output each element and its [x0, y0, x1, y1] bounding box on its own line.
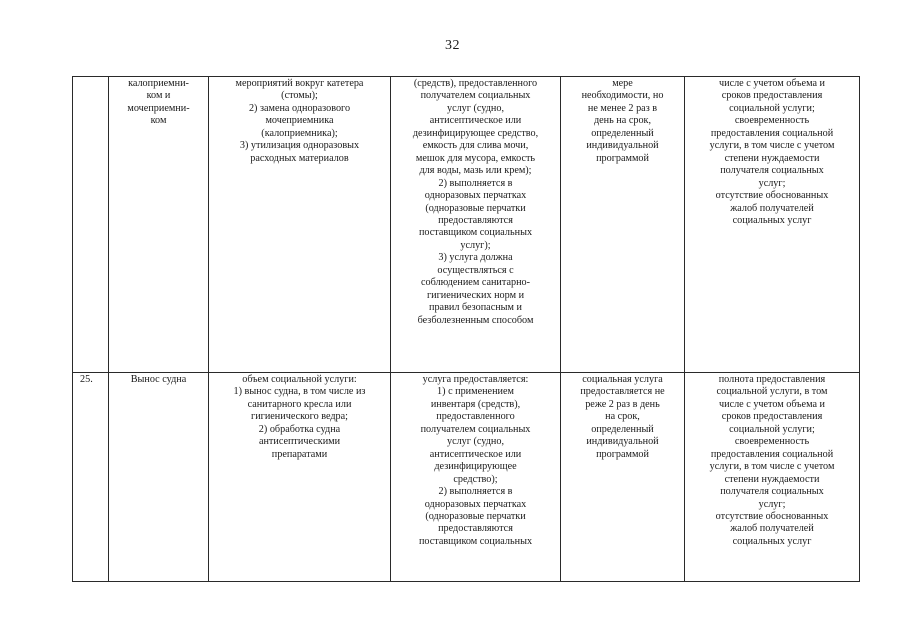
cell-text-line: не менее 2 раз в: [587, 102, 658, 114]
service-conditions-cell: [391, 373, 561, 582]
cell-text-line: (калоприемника);: [261, 127, 338, 139]
cell-text-line: мочеприемни-: [127, 102, 190, 114]
row-number-cell: [73, 77, 109, 373]
cell-text-line: гигиенического ведра;: [251, 411, 348, 423]
cell-text-line: степени нуждаемости: [724, 152, 820, 164]
cell-text-line: 3) утилизация одноразовых: [239, 140, 360, 152]
cell-text-line: соблюдением санитарно-: [420, 277, 531, 289]
cell-text-line: услуг (судно,: [446, 102, 505, 114]
cell-text-line: Вынос судна: [130, 374, 187, 385]
cell-text-line: средство);: [453, 473, 498, 485]
cell-text-line: ком и: [146, 90, 171, 102]
cell-text-line: (одноразовые перчатки: [425, 202, 526, 214]
cell-text-line: отсутствие обоснованных: [715, 510, 829, 522]
cell-text-line: предоставляется не: [580, 386, 665, 398]
cell-text-line: поставщиком социальных: [418, 535, 533, 547]
cell-text-line: услуг;: [758, 177, 786, 189]
cell-text-line: получателем социальных: [420, 423, 531, 435]
cell-text-line: дезинфицирующее: [434, 461, 517, 473]
cell-text-line: числе с учетом объема и: [719, 398, 825, 410]
cell-text-line: (стомы);: [281, 90, 318, 102]
cell-text-line: объем социальной услуги:: [242, 374, 357, 385]
cell-text-line: полнота предоставления: [718, 374, 826, 385]
cell-text-line: сроков предоставления: [721, 90, 823, 102]
cell-text-line: день на срок,: [593, 115, 652, 127]
cell-text-line: индивидуальной: [586, 436, 659, 448]
cell-text-line: получателя социальных: [720, 165, 824, 177]
cell-text-line: своевременность: [734, 436, 810, 448]
cell-text-line: гигиенических норм и: [426, 289, 525, 301]
service-terms-cell: [561, 77, 685, 373]
cell-text-line: правил безопасным и: [429, 302, 522, 314]
cell-text-line: препаратами: [271, 448, 328, 460]
table-row: [73, 373, 860, 582]
cell-text-line: необходимости, но: [581, 90, 664, 102]
cell-text-line: социальная услуга: [582, 374, 663, 385]
cell-text-line: мешок для мусора, емкость: [415, 152, 536, 164]
cell-text-line: одноразовых перчатках: [424, 190, 527, 202]
cell-text-line: предоставляются: [438, 214, 513, 226]
cell-text-line: услуг;: [758, 498, 786, 510]
cell-text-line: калоприемни-: [128, 78, 189, 89]
cell-text-line: услуги, в том числе с учетом: [709, 140, 835, 152]
cell-text-line: инвентаря (средств),: [430, 398, 521, 410]
cell-text-line: предоставления социальной: [710, 127, 834, 139]
cell-text-line: антисептическими: [258, 436, 341, 448]
cell-text-line: услуг);: [460, 239, 491, 251]
cell-text-line: мочеприемника: [265, 115, 334, 127]
service-volume-cell: [209, 373, 391, 582]
cell-text-line: жалоб получателей: [730, 523, 814, 535]
cell-text-line: (одноразовые перчатки: [425, 510, 526, 522]
cell-text-line: антисептическое или: [429, 448, 522, 460]
cell-text-line: числе с учетом объема и: [719, 78, 825, 89]
page-number: 32: [445, 38, 460, 53]
cell-text-line: определенный: [591, 423, 654, 435]
cell-text-line: реже 2 раз в день: [585, 398, 660, 410]
cell-text-line: антисептическое или: [429, 115, 522, 127]
cell-text-line: санитарного кресла или: [247, 398, 352, 410]
cell-text-line: 2) замена одноразового: [248, 102, 351, 114]
cell-text-line: социальной услуги;: [729, 423, 815, 435]
cell-text-line: жалоб получателей: [730, 202, 814, 214]
cell-text-line: расходных материалов: [250, 152, 349, 164]
cell-text-line: 2) обработка судна: [258, 423, 341, 435]
cell-text-line: одноразовых перчатках: [424, 498, 527, 510]
services-table: [72, 76, 860, 582]
cell-text-line: (средств), предоставленного: [413, 78, 538, 89]
cell-text-line: 3) услуга должна: [438, 252, 513, 264]
cell-text-line: 2) выполняется в: [438, 177, 513, 189]
cell-text-line: мере: [612, 78, 633, 89]
cell-text-line: на срок,: [605, 411, 640, 423]
cell-text-line: предоставления социальной: [710, 448, 834, 460]
cell-text-line: предоставленного: [436, 411, 515, 423]
cell-text-line: ком: [150, 115, 167, 127]
cell-text-line: программой: [596, 152, 649, 164]
cell-text-line: мероприятий вокруг катетера: [235, 78, 364, 89]
cell-text-line: индивидуальной: [586, 140, 659, 152]
cell-text-line: получателя социальных: [720, 486, 824, 498]
cell-text-line: безболезненным способом: [417, 314, 534, 326]
cell-text-line: услуги, в том числе с учетом: [709, 461, 835, 473]
cell-text-line: степени нуждаемости: [724, 473, 820, 485]
cell-text-line: предоставляются: [438, 523, 513, 535]
cell-text-line: емкость для слива мочи,: [422, 140, 529, 152]
cell-text-line: своевременность: [734, 115, 810, 127]
cell-text-line: получателем социальных: [420, 90, 531, 102]
cell-text-line: услуга предоставляется:: [422, 374, 529, 385]
row-number-cell: 25.: [73, 373, 109, 582]
table-row: [73, 77, 860, 373]
cell-text-line: дезинфицирующее средство,: [412, 127, 539, 139]
service-quality-cell: [685, 77, 860, 373]
service-name-cell: [109, 77, 209, 373]
cell-text-line: услуг (судно,: [446, 436, 505, 448]
service-name-cell: [109, 373, 209, 582]
service-terms-cell: [561, 373, 685, 582]
cell-text-line: 1) вынос судна, в том числе из: [233, 386, 366, 398]
cell-text-line: для воды, мазь или крем);: [419, 165, 532, 177]
cell-text-line: поставщиком социальных: [418, 227, 533, 239]
cell-text-line: 2) выполняется в: [438, 486, 513, 498]
cell-text-line: сроков предоставления: [721, 411, 823, 423]
service-volume-cell: [209, 77, 391, 373]
service-quality-cell: [685, 373, 860, 582]
service-conditions-cell: [391, 77, 561, 373]
cell-text-line: отсутствие обоснованных: [715, 190, 829, 202]
cell-text-line: определенный: [591, 127, 654, 139]
cell-text-line: программой: [596, 448, 649, 460]
cell-text-line: социальных услуг: [732, 214, 812, 226]
cell-text-line: социальной услуги, в том: [716, 386, 828, 398]
cell-text-line: осуществляться с: [437, 264, 514, 276]
cell-text-line: социальных услуг: [732, 535, 812, 547]
cell-text-line: социальной услуги;: [729, 102, 815, 114]
cell-text-line: 1) с применением: [437, 386, 514, 398]
